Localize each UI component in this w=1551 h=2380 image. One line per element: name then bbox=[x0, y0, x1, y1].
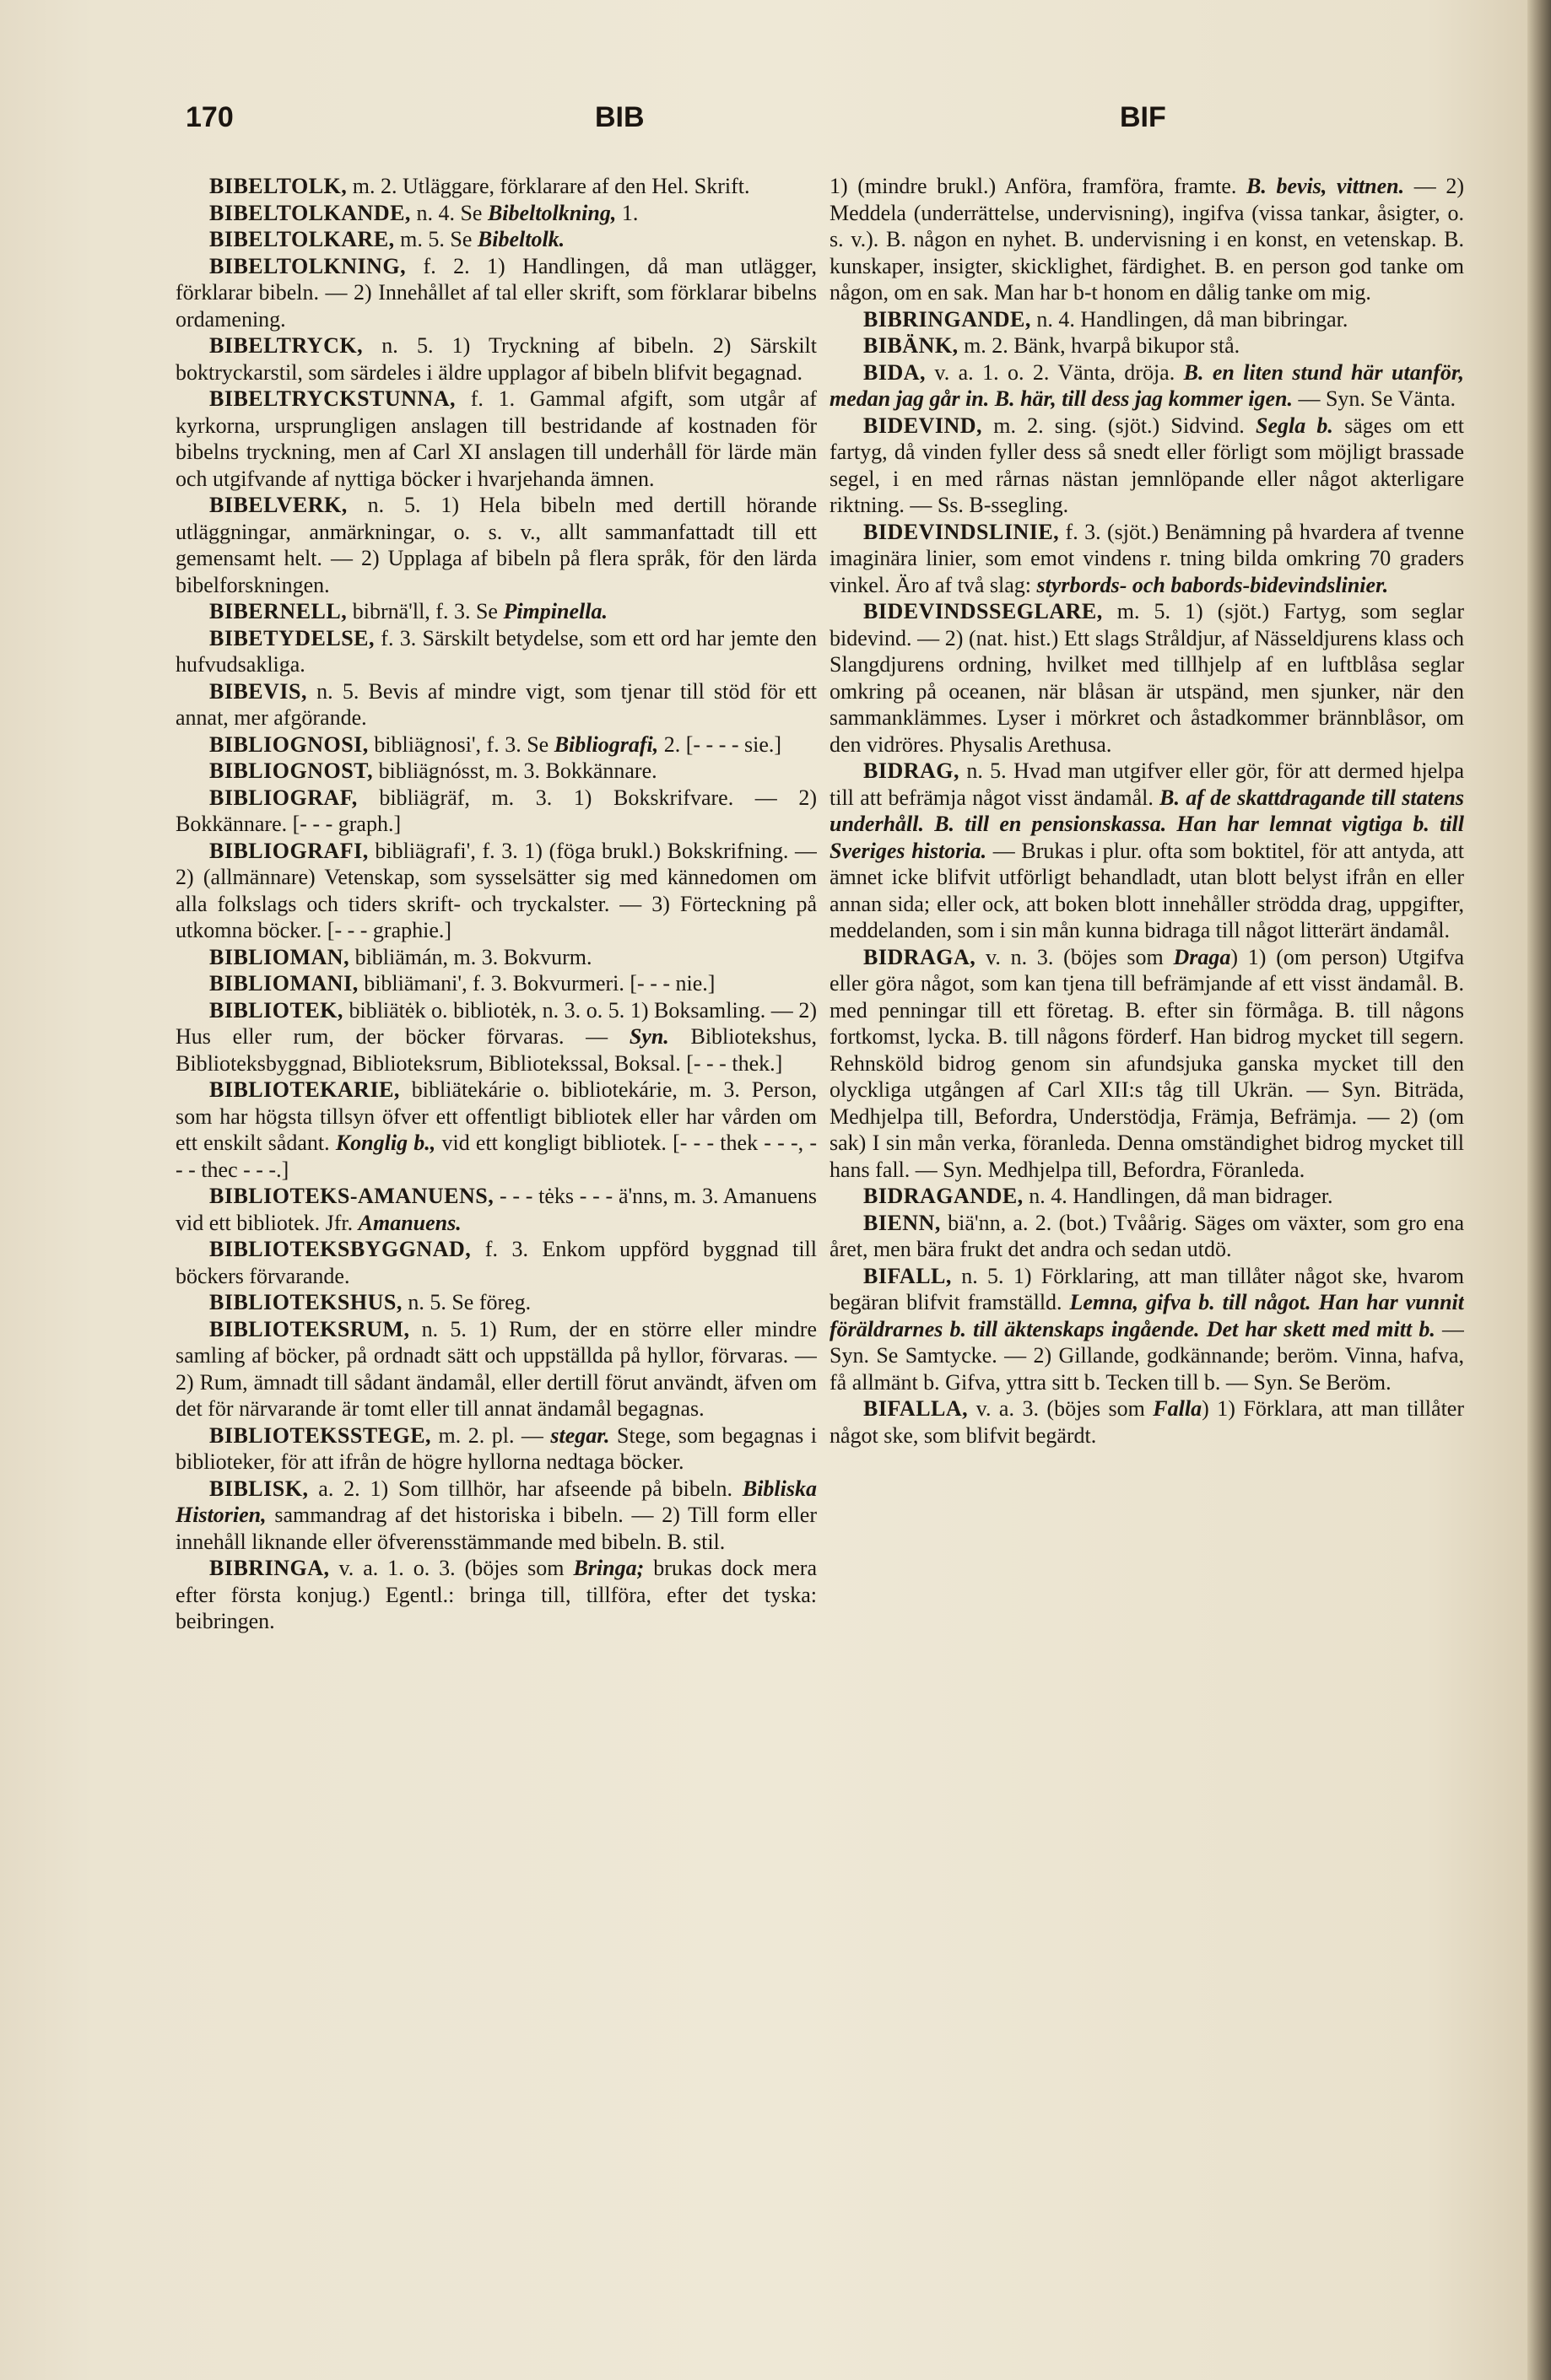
dictionary-entry bbox=[830, 1395, 1464, 1449]
entry-italic-example: Draga bbox=[1173, 944, 1231, 969]
entry-headword: BIBLIOMAN, bbox=[209, 944, 350, 969]
entry-headword: BIBLIOMANI, bbox=[209, 971, 359, 996]
entry-text: f. 2. 1) Handlingen, då man utlägger, förklarar bibeln. — 2) Innehållet af tal eller skrift, som förklarar bibelns ordamening. bbox=[176, 253, 817, 332]
entry-text-continued: — 2) Meddela (underrättelse, undervisning), ingifva (vissa tankar, åsigter, o. s. v.). B. någon en nyhet. B. undervisning i en konst, en vetenskap. B. kunskaper, insigter, skicklighet, färdighet. B. en person god tanke om någon, om en sak. Man har b-t honom en dålig tanke om mig. bbox=[830, 174, 1464, 305]
entry-text-continued: brukas dock mera efter första konjug.) Egentl.: bringa till, tillföra, efter det tyska: beibringen. bbox=[176, 1556, 817, 1633]
entry-headword: BIDRAGA, bbox=[863, 944, 976, 969]
entry-italic-example: Bringa; bbox=[573, 1556, 645, 1580]
entry-italic-example: stegar. bbox=[550, 1422, 610, 1448]
left-column bbox=[176, 173, 817, 2316]
entry-text: f. 1. Gammal afgift, som utgår af kyrkorna, ursprungligen anslagen till bestridande af kostnaden för bibelns tryckning, men af Carl XI anslagen till underhåll för lärde män och utgifvande af nyttiga böcker i hvarjehanda ämnen. bbox=[176, 386, 817, 491]
entry-headword: BIBRINGANDE, bbox=[863, 306, 1031, 332]
dictionary-entry bbox=[176, 1422, 817, 1476]
entry-headword: BIBLIOTEK, bbox=[209, 997, 343, 1023]
dictionary-entry bbox=[176, 598, 817, 625]
entry-headword: BIBLISK, bbox=[209, 1476, 309, 1501]
dictionary-entry bbox=[176, 386, 817, 492]
entry-text: f. 3. Enkom uppförd byggnad till böckers förvarande. bbox=[176, 1237, 817, 1288]
entry-italic-example: Bibeltolk. bbox=[477, 227, 565, 251]
dictionary-entry bbox=[830, 413, 1464, 519]
entry-text-continued: ) 1) Förklara, att man tillåter något ske, som blifvit begärdt. bbox=[830, 1396, 1464, 1448]
dictionary-entry bbox=[176, 1555, 817, 1635]
entry-text: n. 5. 1) Tryckning af bibeln. 2) Särskilt boktryckarstil, som särdeles i äldre upplagor af bibeln blifvit begagnad. bbox=[176, 333, 817, 385]
entry-text: bibliägrafi', f. 3. 1) (föga brukl.) Bokskrifning. — 2) (allmännare) Vetenskap, som sysselsätter sig med kännedomen om alla folkslags och tiders skrift- och tryckalster. — 3) Förteckning på utkomna böcker. [- - - graphie.] bbox=[176, 838, 817, 942]
entry-headword: BIENN, bbox=[863, 1210, 941, 1235]
entry-italic-example: Segla b. bbox=[1256, 413, 1333, 438]
dictionary-entry bbox=[176, 200, 817, 227]
entry-text: m. 2. Bänk, hvarpå bikupor stå. bbox=[958, 333, 1240, 358]
entry-headword: BIDRAGANDE, bbox=[863, 1184, 1024, 1208]
entry-text: bibliätekárie o. bibliotekárie, m. 3. Person, som har högsta tillsyn öfver ett offentligt bibliotek eller har vården om ett enskilt sådant. bbox=[176, 1077, 817, 1155]
dictionary-entry bbox=[176, 1236, 817, 1289]
dictionary-entry bbox=[176, 492, 817, 598]
entry-text: bibliägnósst, m. 3. Bokkännare. bbox=[373, 758, 657, 783]
entry-text: v. a. 1. o. 2. Vänta, dröja. bbox=[926, 359, 1184, 385]
entry-text: n. 4. Se bbox=[410, 200, 488, 225]
entry-text: bibliägräf, m. 3. 1) Bokskrifvare. — 2) Bokkännare. [- - - graph.] bbox=[176, 785, 817, 836]
entry-headword: BIDEVIND, bbox=[863, 413, 983, 438]
entry-headword: BIBELTOLKNING, bbox=[209, 253, 407, 278]
dictionary-entry bbox=[830, 519, 1464, 599]
entry-headword: BIDEVINDSSEGLARE, bbox=[863, 599, 1103, 623]
entry-text-continued: 2. [- - - - sie.] bbox=[658, 731, 782, 757]
entry-text: f. 3. Särskilt betydelse, som ett ord har jemte den hufvudsakliga. bbox=[176, 625, 817, 677]
dictionary-entry bbox=[830, 332, 1464, 359]
entry-headword: BIBELTOLK, bbox=[209, 174, 348, 198]
entry-headword: BIBLIOGNOSI, bbox=[209, 731, 369, 757]
entry-headword: BIBELTOLKARE, bbox=[209, 227, 395, 251]
entry-text-continued: 1. bbox=[616, 200, 639, 225]
dictionary-entry bbox=[830, 1183, 1464, 1210]
entry-text: bibrnä'll, f. 3. Se bbox=[347, 599, 504, 623]
entry-text: n. 5. Se föreg. bbox=[402, 1290, 532, 1314]
dictionary-entry bbox=[830, 1210, 1464, 1263]
dictionary-entry bbox=[176, 997, 817, 1077]
entry-text: m. 5. 1) (sjöt.) Fartyg, som seglar bidevind. — 2) (nat. hist.) Ett slags Stråldjur, af Nässeldjurens klass och Slangdjurens ordning, hvilket med tillhjelp af en luftblåsa seglar omkring på oceanen, när blåsan är utspänd, men sjunker, när den sammanklämmes. Lyser i mörkret och åstadkommer brännblåsor, om den vidröres. Physalis Arethusa. bbox=[830, 599, 1464, 757]
entry-text-continued: — Syn. Se Vänta. bbox=[1292, 386, 1456, 411]
dictionary-entry bbox=[176, 970, 817, 997]
dictionary-entry bbox=[176, 625, 817, 678]
dictionary-entry bbox=[830, 598, 1464, 758]
entry-headword: BIBÄNK, bbox=[863, 333, 959, 358]
entry-text: n. 5. 1) Hela bibeln med dertill hörande utläggningar, anmärkningar, o. s. v., allt sammanfattadt till ett gemensamt helt. — 2) Upplaga af bibeln på flera språk, för den lärda bibelforskningen. bbox=[176, 493, 817, 597]
entry-italic-example: Bibliska Historien, bbox=[176, 1476, 817, 1527]
dictionary-entry bbox=[176, 1077, 817, 1183]
entry-text-continued: sammandrag af det historiska i bibeln. — 2) Till form eller innehåll liknande eller öfverensstämmande med bibeln. B. stil. bbox=[176, 1503, 817, 1554]
entry-text-continued: — Brukas i plur. ofta som boktitel, för att antyda, att ämnet icke blifvit utförligt behandladt, utan blott belyst ifrån en eller annan sida; eller ock, att boken blott innehåller strödda drag, uppgifter, meddelanden, som i sin mån kunna bidraga till något litterärt ändamål. bbox=[830, 838, 1464, 942]
entry-italic-example: Bibliografi, bbox=[554, 731, 659, 757]
entry-text: bibliätėk o. bibliotėk, n. 3. o. 5. 1) Boksamling. — 2) Hus eller rum, der böcker förvaras. — bbox=[176, 997, 817, 1049]
entry-italic-example: B. en liten stund här utanför, medan jag går in. B. här, till dess jag kommer igen. bbox=[830, 359, 1464, 411]
entry-text: - - - tėks - - - ä'nns, m. 3. Amanuens vid ett bibliotek. Jfr. bbox=[176, 1184, 817, 1235]
entry-headword: BIFALL, bbox=[863, 1263, 952, 1288]
entry-italic-example: Syn. bbox=[629, 1024, 669, 1049]
entry-text: f. 3. (sjöt.) Benämning på hvardera af tvenne imaginära linier, som emot vindens r. tning bilda omkring 70 graders vinkel. Äro af två slag: bbox=[830, 519, 1464, 597]
dictionary-entry bbox=[176, 332, 817, 386]
entry-italic-example: Falla bbox=[1153, 1396, 1202, 1421]
left-guide-word: BIB bbox=[595, 101, 645, 133]
entry-headword: BIBLIOGRAF, bbox=[209, 785, 358, 810]
entry-italic-example: styrbords- och babords-bidevindslinier. bbox=[1036, 572, 1389, 597]
dictionary-entry bbox=[830, 758, 1464, 944]
dictionary-entry bbox=[176, 226, 817, 253]
entry-text: m. 2. Utläggare, förklarare af den Hel. Skrift. bbox=[347, 174, 750, 198]
entry-italic-example: B. bevis, vittnen. bbox=[1246, 174, 1405, 198]
entry-text: v. a. 3. (böjes som bbox=[968, 1396, 1154, 1421]
entry-text-continued: säges om ett fartyg, då vinden fyller dess så snedt eller förligt som möjligt brassade segel, i en med rårnas nästan jemnlöpande eller något akterligare riktning. — Ss. B-ssegling. bbox=[830, 413, 1464, 517]
entry-text-continued: Stege, som begagnas i biblioteker, för att ifrån de högre hyllorna nedtaga böcker. bbox=[176, 1422, 817, 1474]
dictionary-entry bbox=[830, 306, 1464, 333]
entry-text: n. 4. Handlingen, då man bibringar. bbox=[1030, 306, 1348, 332]
entry-headword: BIBLIOTEKS-AMANUENS, bbox=[209, 1184, 494, 1208]
page-edge bbox=[1527, 0, 1551, 2380]
entry-headword: BIDA, bbox=[863, 359, 927, 385]
entry-text: a. 2. 1) Som tillhör, har afseende på bibeln. bbox=[308, 1476, 743, 1501]
entry-headword: BIBELVERK, bbox=[209, 493, 348, 517]
dictionary-entry bbox=[830, 1263, 1464, 1396]
entry-text: v. a. 1. o. 3. (böjes som bbox=[329, 1556, 574, 1580]
entry-text-continued: — Syn. Se Samtycke. — 2) Gillande, godkännande; beröm. Vinna, hafva, få allmänt b. Gifva, yttra sitt b. Tecken till b. — Syn. Se Beröm. bbox=[830, 1316, 1464, 1395]
entry-text: n. 5. Hvad man utgifver eller gör, för att dermed hjelpa till att befrämja något visst ändamål. bbox=[830, 758, 1464, 810]
entry-headword: BIDEVINDSLINIE, bbox=[863, 519, 1060, 544]
entry-italic-example: Konglig b., bbox=[335, 1131, 436, 1155]
entry-text: n. 4. Handlingen, då man bidrager. bbox=[1023, 1184, 1333, 1208]
dictionary-entry bbox=[176, 678, 817, 731]
entry-headword: BIBEVIS, bbox=[209, 678, 307, 704]
dictionary-entry bbox=[176, 1183, 817, 1236]
page-number: 170 bbox=[186, 101, 234, 133]
dictionary-entry bbox=[176, 1316, 817, 1422]
entry-text: bibliämani', f. 3. Bokvurmeri. [- - - nie.] bbox=[358, 971, 716, 996]
entry-text: m. 5. Se bbox=[394, 227, 478, 251]
entry-text-continued: ) 1) (om person) Utgifva eller göra något, som kan tjena till befrämjande af ett visst ändamål. B. med penningar till ett företag. B. efter sin förmåga. B. till någons fortkomst, lycka. B. till någons förderf. Han bidrog mycket till segern. Rehnsköld bidrog genom sin afundsjuka ganska mycket till den olyckliga utgången af Carl XII:s tåg till Ukrän. — Syn. Biträda, Medhjelpa till, Befordra, Understödja, Främja, Befrämja. — 2) (om sak) I sin mån verka, föranleda. Denna omständighet bidrog mycket till hans fall. — Syn. Medhjelpa till, Befordra, Föranleda. bbox=[830, 944, 1464, 1182]
entry-text-continued: vid ett kongligt bibliotek. [- - - thek - - -, - - - thec - - -.] bbox=[176, 1131, 817, 1182]
entry-text: biä'nn, a. 2. (bot.) Tvåårig. Säges om växter, som gro ena året, men bära frukt det andra och sedan utdö. bbox=[830, 1210, 1464, 1261]
entry-text: v. n. 3. (böjes som bbox=[975, 944, 1174, 969]
dictionary-entry bbox=[176, 253, 817, 333]
entry-text: n. 5. Bevis af mindre vigt, som tjenar till stöd för ett annat, mer afgörande. bbox=[176, 678, 817, 730]
entry-italic-example: Lemna, gifva b. till något. Han har vunnit föräldrarnes b. till äktenskaps ingående. Det har skett med mitt b. bbox=[830, 1290, 1464, 1341]
right-column bbox=[830, 173, 1464, 2316]
entry-headword: BIBELTRYCK, bbox=[209, 333, 364, 358]
dictionary-entry bbox=[830, 944, 1464, 1184]
dictionary-entry bbox=[176, 1289, 817, 1316]
entry-text: bibliämán, m. 3. Bokvurm. bbox=[349, 944, 592, 969]
entry-headword: BIBELTRYCKSTUNNA, bbox=[209, 386, 456, 411]
entry-headword: BIBLIOTEKSBYGGNAD, bbox=[209, 1237, 472, 1261]
dictionary-entry bbox=[176, 1476, 817, 1556]
entry-headword: BIBLIOTEKARIE, bbox=[209, 1077, 400, 1102]
entry-italic-example: Bibeltolkning, bbox=[487, 200, 617, 225]
entry-italic-example: Amanuens. bbox=[358, 1210, 462, 1235]
entry-headword: BIBLIOGNOST, bbox=[209, 758, 374, 783]
entry-headword: BIBERNELL, bbox=[209, 599, 348, 623]
entry-text-continued: Bibliotekshus, Biblioteksbyggnad, Biblioteksrum, Bibliotekssal, Boksal. [- - - thek.] bbox=[176, 1024, 817, 1076]
dictionary-entry bbox=[176, 944, 817, 971]
entry-headword: BIDRAG, bbox=[863, 758, 960, 783]
entry-headword: BIBLIOTEKSSTEGE, bbox=[209, 1422, 432, 1448]
entry-text: 1) (mindre brukl.) Anföra, framföra, framte. bbox=[830, 174, 1247, 198]
page-header bbox=[186, 101, 1468, 152]
entry-text: m. 2. sing. (sjöt.) Sidvind. bbox=[982, 413, 1256, 438]
dictionary-entry bbox=[176, 838, 817, 944]
dictionary-entry bbox=[176, 731, 817, 758]
entry-text: n. 5. 1) Förklaring, att man tillåter något ske, hvarom begäran blifvit framställd. bbox=[830, 1263, 1464, 1314]
entry-headword: BIFALLA, bbox=[863, 1396, 969, 1421]
dictionary-entry bbox=[830, 173, 1464, 306]
entry-headword: BIBLIOTEKSHUS, bbox=[209, 1290, 403, 1314]
entry-italic-example: Pimpinella. bbox=[503, 599, 608, 623]
entry-text: m. 2. pl. — bbox=[431, 1422, 551, 1448]
entry-headword: BIBRINGA, bbox=[209, 1556, 330, 1580]
entry-headword: BIBLIOGRAFI, bbox=[209, 838, 369, 863]
dictionary-entry bbox=[176, 758, 817, 785]
dictionary-entry bbox=[176, 173, 817, 200]
dictionary-entry bbox=[830, 359, 1464, 413]
entry-text: n. 5. 1) Rum, der en större eller mindre samling af böcker, på ordnadt sätt och uppställda på hyllor, förvaras. — 2) Rum, ämnadt till sådant ändamål, eller dertill förut användt, äfven om det för närvarande är tomt eller till annat ändamål begagnas. bbox=[176, 1316, 817, 1421]
entry-headword: BIBLIOTEKSRUM, bbox=[209, 1316, 410, 1341]
right-guide-word: BIF bbox=[1120, 101, 1166, 133]
entry-text: bibliägnosi', f. 3. Se bbox=[368, 731, 554, 757]
dictionary-entry bbox=[176, 785, 817, 838]
entry-headword: BIBELTOLKANDE, bbox=[209, 200, 411, 225]
entry-italic-example: B. af de skattdragande till statens underhåll. B. till en pensionskassa. Han har lemnat vigtiga b. till Sveriges historia. bbox=[830, 785, 1464, 863]
entry-headword: BIBETYDELSE, bbox=[209, 625, 376, 650]
